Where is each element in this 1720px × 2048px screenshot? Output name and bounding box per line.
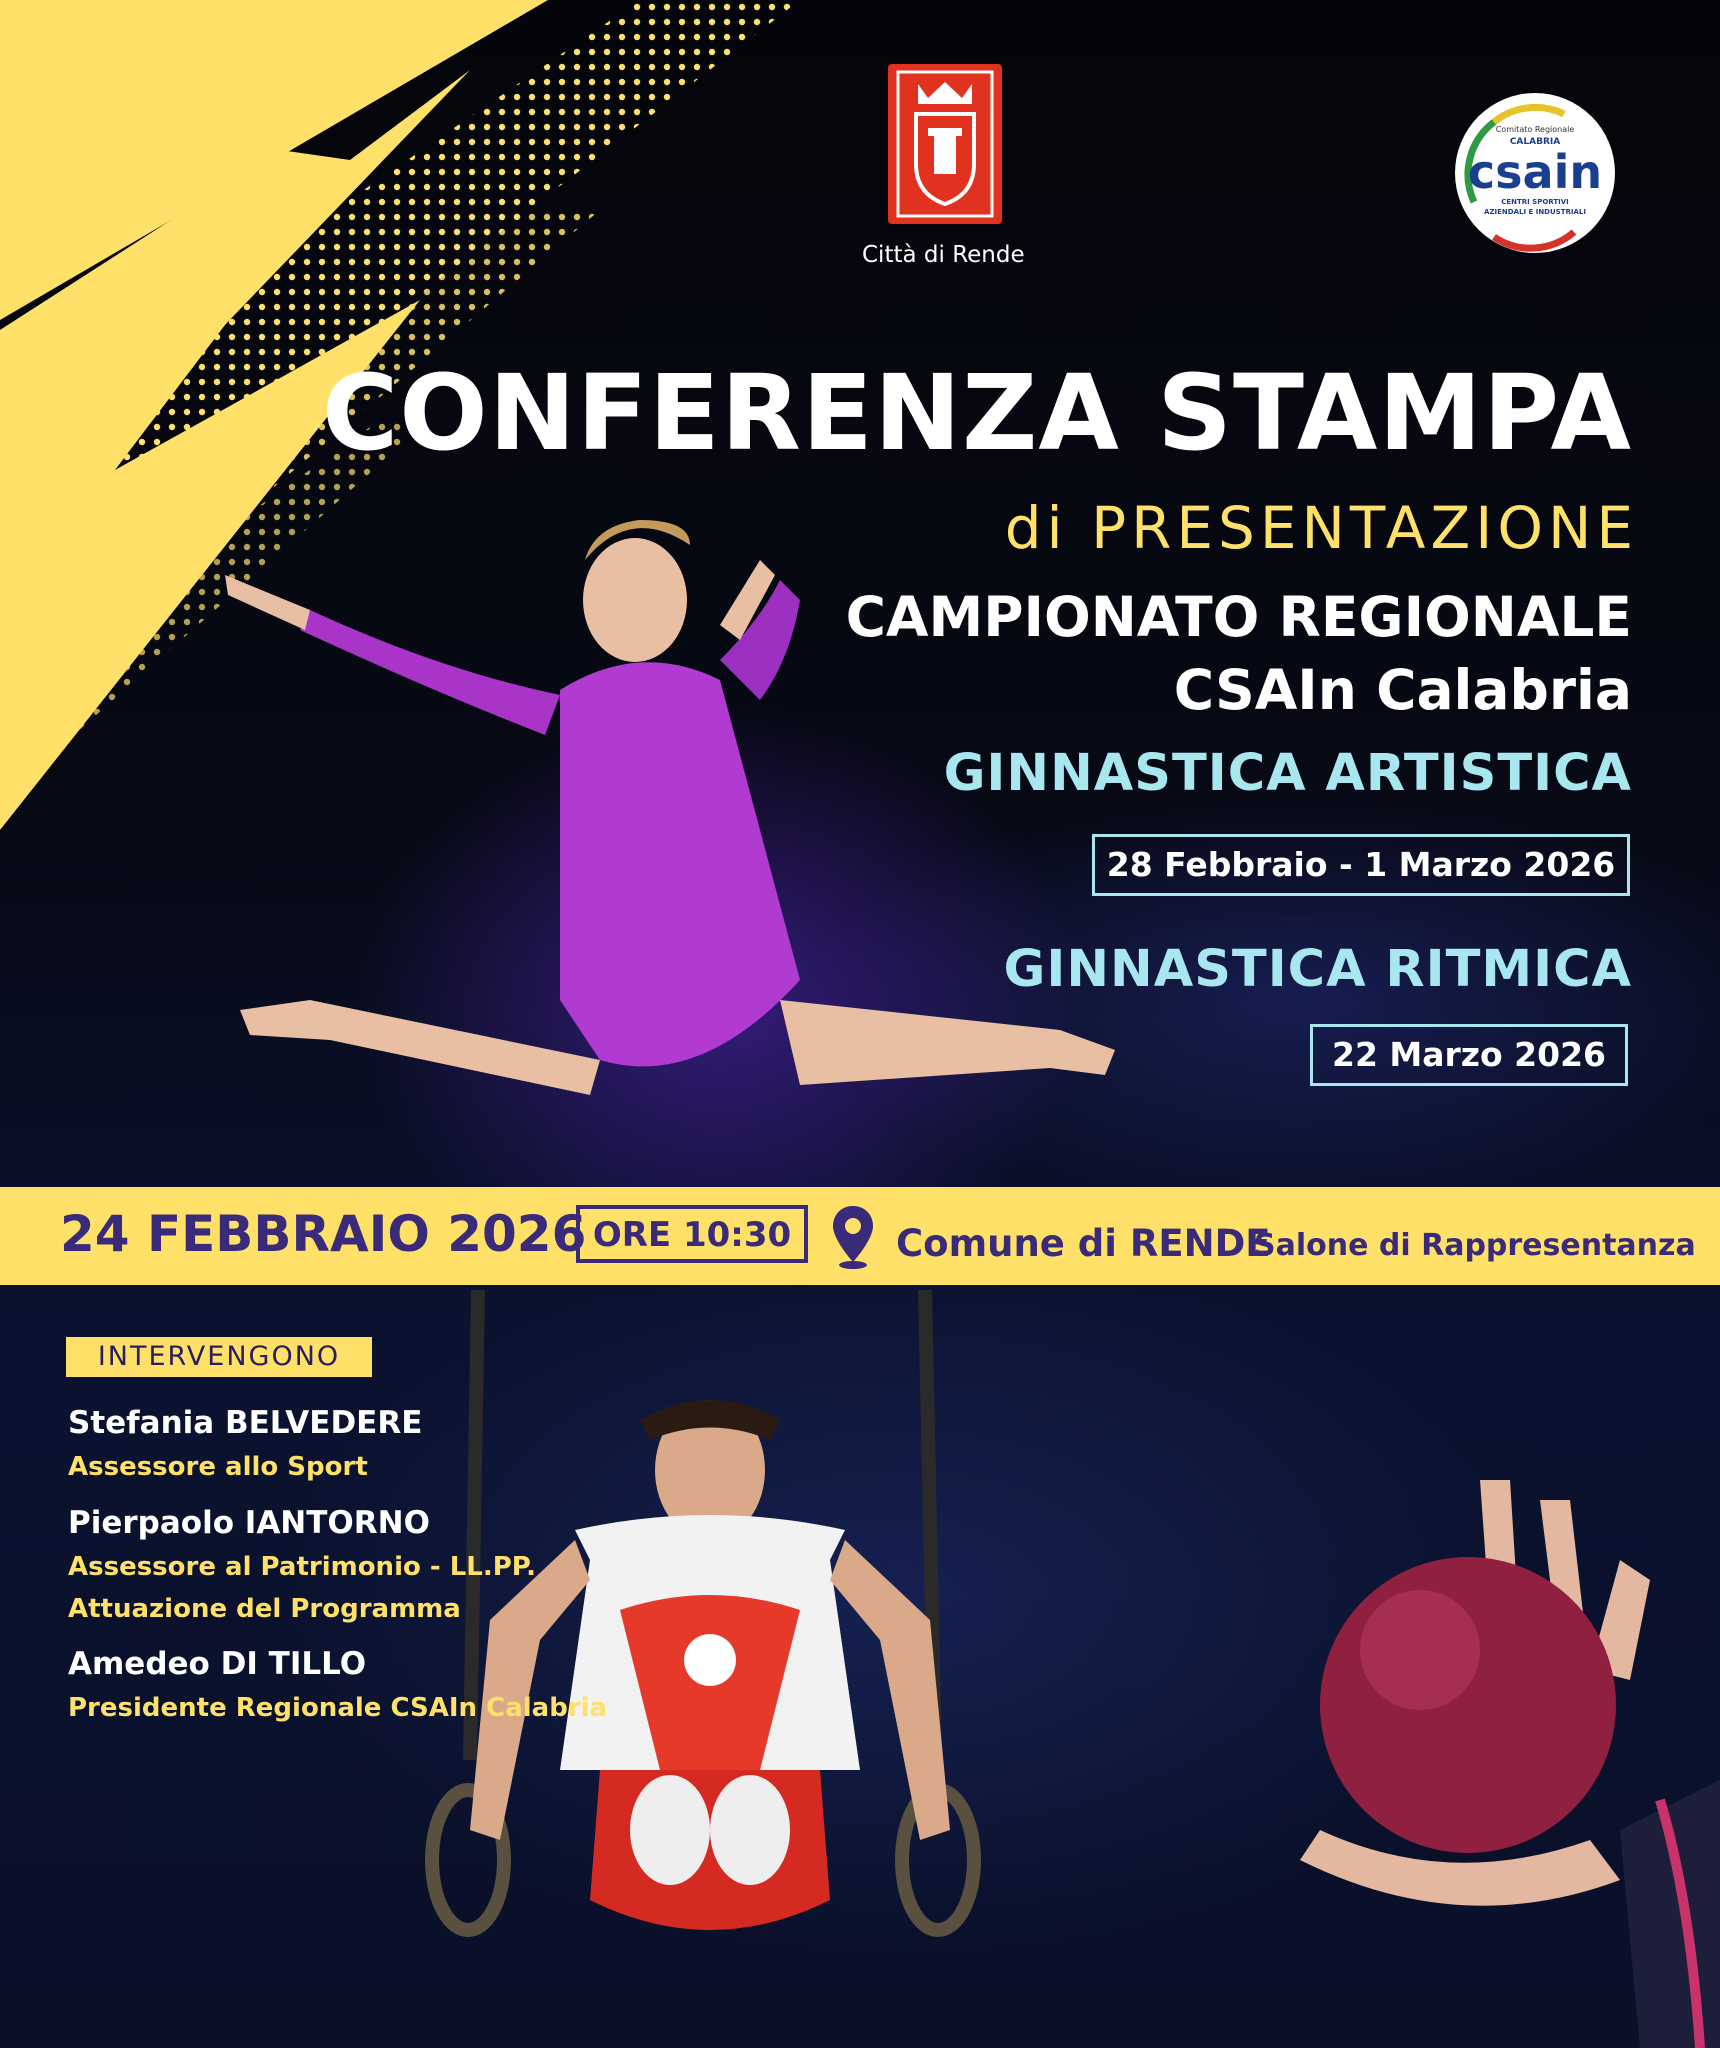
sub-title: di PRESENTAZIONE xyxy=(1004,494,1638,562)
city-coat-of-arms-icon xyxy=(888,64,1002,224)
city-logo-caption: Città di Rende xyxy=(862,242,1025,268)
discipline-artistic: GINNASTICA ARTISTICA xyxy=(943,744,1632,803)
speaker-1-role: Assessore allo Sport xyxy=(68,1452,368,1482)
event-place: Comune di RENDE xyxy=(896,1222,1271,1265)
csain-top-text: Comitato Regionale xyxy=(1495,125,1575,134)
speakers-label: INTERVENGONO xyxy=(66,1337,372,1377)
csain-region-text: CALABRIA xyxy=(1509,137,1561,147)
csain-bottom-text-1: CENTRI SPORTIVI xyxy=(1501,198,1569,206)
rings-gymnast-figure xyxy=(432,1290,974,1930)
artistic-dates: 28 Febbraio - 1 Marzo 2026 xyxy=(1106,845,1616,884)
championship-title: CAMPIONATO REGIONALE xyxy=(845,585,1632,649)
event-date: 24 FEBBRAIO 2026 xyxy=(60,1205,587,1263)
event-time: ORE 10:30 xyxy=(576,1205,808,1263)
location-pin-icon xyxy=(830,1204,876,1270)
speaker-3-role: Presidente Regionale CSAIn Calabria xyxy=(68,1693,608,1723)
discipline-rhythmic: GINNASTICA RITMICA xyxy=(1003,940,1632,999)
rhythmic-dates: 22 Marzo 2026 xyxy=(1331,1035,1606,1074)
organizer-title: CSAIn Calabria xyxy=(1173,658,1632,722)
csain-bottom-text-2: AZIENDALI E INDUSTRIALI xyxy=(1484,208,1586,216)
main-title: CONFERENZA STAMPA xyxy=(321,352,1632,474)
event-hall: Salone di Rappresentanza xyxy=(1254,1228,1696,1263)
csain-logo-icon xyxy=(1454,92,1616,254)
rhythmic-dates-box xyxy=(1310,1024,1628,1086)
artistic-dates-box xyxy=(1092,834,1630,896)
speaker-3-name: Amedeo DI TILLO xyxy=(68,1646,367,1682)
speaker-2-role: Assessore al Patrimonio - LL.PP. xyxy=(68,1552,536,1582)
speaker-1-name: Stefania BELVEDERE xyxy=(68,1405,423,1441)
csain-acronym: csain xyxy=(1467,145,1603,199)
rhythmic-ball-figure xyxy=(1300,1480,1720,2048)
speaker-2-role-2: Attuazione del Programma xyxy=(68,1594,461,1624)
speaker-2-name: Pierpaolo IANTORNO xyxy=(68,1505,430,1541)
